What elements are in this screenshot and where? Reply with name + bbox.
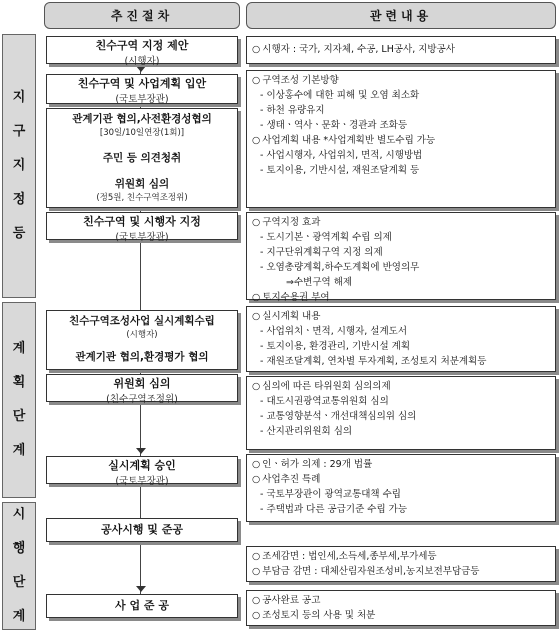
step-zone-designation [46,212,238,243]
related-line: ○ 심의에 따른 타위원회 심의의제 [252,379,550,394]
step-title: 친수구역 지정 제안 [95,39,189,52]
related-approval-effects [246,454,556,522]
step-resident-hearing [46,150,238,165]
step-sub: (시행자) [126,330,158,340]
header-related: 관련내용 [246,2,556,29]
related-line: - 교통영향분석ㆍ개선대책심의위 심의 [252,409,550,424]
stage-char: 지 [12,90,26,105]
related-line: ○ 공사완료 공고 [252,593,550,608]
stage-char: 획 [12,375,26,390]
related-line: - 생태ㆍ역사ㆍ문화ㆍ경관과 조화등 [252,118,550,133]
stage-char: 계 [12,443,26,458]
related-line: - 토지이용, 환경관리, 기반시설 계획 [252,339,550,354]
related-line: ○ 사업추진 특례 [252,472,550,487]
step-sub: (시행자) [124,56,160,67]
stage-char: 시 [12,507,26,522]
related-line: ○ 실시계획 내용 [252,309,550,324]
stage-char: 계 [12,609,26,624]
related-line: - 하천 유량유지 [252,103,550,118]
stage-planning [2,302,36,498]
step-sub: [30일/10일연장(1회)] [99,128,185,138]
related-line: - 대도시권광역교통위원회 심의 [252,394,550,409]
step-environment-consultation [46,349,238,364]
stage-char: 등 [12,226,26,241]
step-title: 주민 등 의견청취 [102,152,182,164]
related-line: - 오염총량계획,하수도계획에 반영의무 [252,260,550,275]
header-procedure: 추진절차 [44,2,240,29]
stage-designation [2,34,36,298]
related-line: ○ 인ㆍ허가 의제 : 29개 법률 [252,457,550,472]
step-title: 공사시행 및 준공 [100,523,184,536]
stage-implementation [2,502,36,630]
step-zone-proposal [46,36,238,67]
related-proposer [246,36,556,64]
related-line: ○ 조세감면 : 법인세,소득세,종부세,부가세등 [252,549,550,564]
step-implementation-plan [46,313,238,340]
stage-char: 단 [12,409,26,424]
related-line: ⇒수변구역 해제 [286,277,353,288]
related-line: ○ 부담금 감면 : 대체산림자원조성비,농지보전부담금등 [252,564,550,579]
flow-arrow [136,448,146,454]
related-plan-items [246,306,556,372]
related-plan-contents [246,70,556,208]
related-committee-review [246,376,556,450]
stage-char: 행 [12,541,26,556]
step-committee-review [46,176,238,203]
related-designation-effects [246,212,556,303]
related-line: - 재원조달계획, 연차별 투자계획, 조성토지 처분계획등 [252,354,550,369]
step-plan-draft [46,74,238,104]
step-title: 위원회 심의 [114,178,170,190]
related-line: - 도시기본ㆍ광역계획 수립 의제 [252,230,550,245]
step-completion [46,594,238,618]
step-title: 사 업 준 공 [115,599,169,612]
related-line: - 이상홍수에 대한 피해 및 오염 최소화 [252,88,550,103]
related-completion [246,590,556,626]
related-line: - 국토부장관이 광역교통대책 수립 [252,487,550,502]
step-title: 위원회 심의 [113,377,171,390]
step-title: 실시계획 승인 [108,459,176,472]
related-line: ○ 사업계획 내용 *사업계획반 별도수립 가능 [252,133,550,148]
related-line: - 지구단위계획구역 지정 의제 [252,245,550,260]
related-line: - 사업위치ㆍ면적, 시행자, 설계도서 [252,324,550,339]
step-sub: (국토부장관) [115,232,169,243]
related-tax-benefits [246,546,556,582]
related-line: ○ 조성토지 등의 사용 및 처분 [252,608,550,623]
related-line: ○ 구역지정 효과 [252,215,550,230]
step-agency-consultation [46,111,238,138]
step-sub: (국토부장관) [115,476,169,487]
step-title: 친수구역 및 시행자 지정 [83,215,201,228]
step-title: 관계기관 협의,환경평가 협의 [75,351,209,363]
related-line: ○ 구역조성 기본방향 [252,73,550,88]
step-title: 친수구역 및 사업계획 입안 [77,77,207,90]
related-line: ○ 토지수용권 부여 [252,290,550,305]
stage-char: 단 [12,575,26,590]
stage-char: 지 [12,158,26,173]
related-line: - 산지관리위원회 심의 [252,424,550,439]
related-line: - 토지이용, 기반시설, 재원조달계획 등 [252,163,550,178]
flow-arrow [136,586,146,592]
step-title: 친수구역조성사업 실시계획수립 [69,315,215,327]
related-line: ○ 시행자 : 국가, 지자체, 수공, LH공사, 지방공사 [252,42,550,57]
stage-char: 구 [12,124,26,139]
stage-char: 계 [12,341,26,356]
stage-char: 정 [12,192,26,207]
related-line: - 사업시행자, 사업위치, 면적, 시행방법 [252,148,550,163]
step-sub: (정5원, 친수구역조정위) [96,193,188,203]
step-committee-review-2 [46,374,238,405]
step-plan-approval [46,456,238,487]
related-line: - 주택법과 다른 공급기준 수립 가능 [252,502,550,517]
step-sub: (국토부장관) [115,94,169,105]
step-construction [46,518,238,542]
step-sub: (친수구역조정위) [106,394,178,405]
step-title: 관계기관 협의,사전환경성협의 [72,113,212,125]
